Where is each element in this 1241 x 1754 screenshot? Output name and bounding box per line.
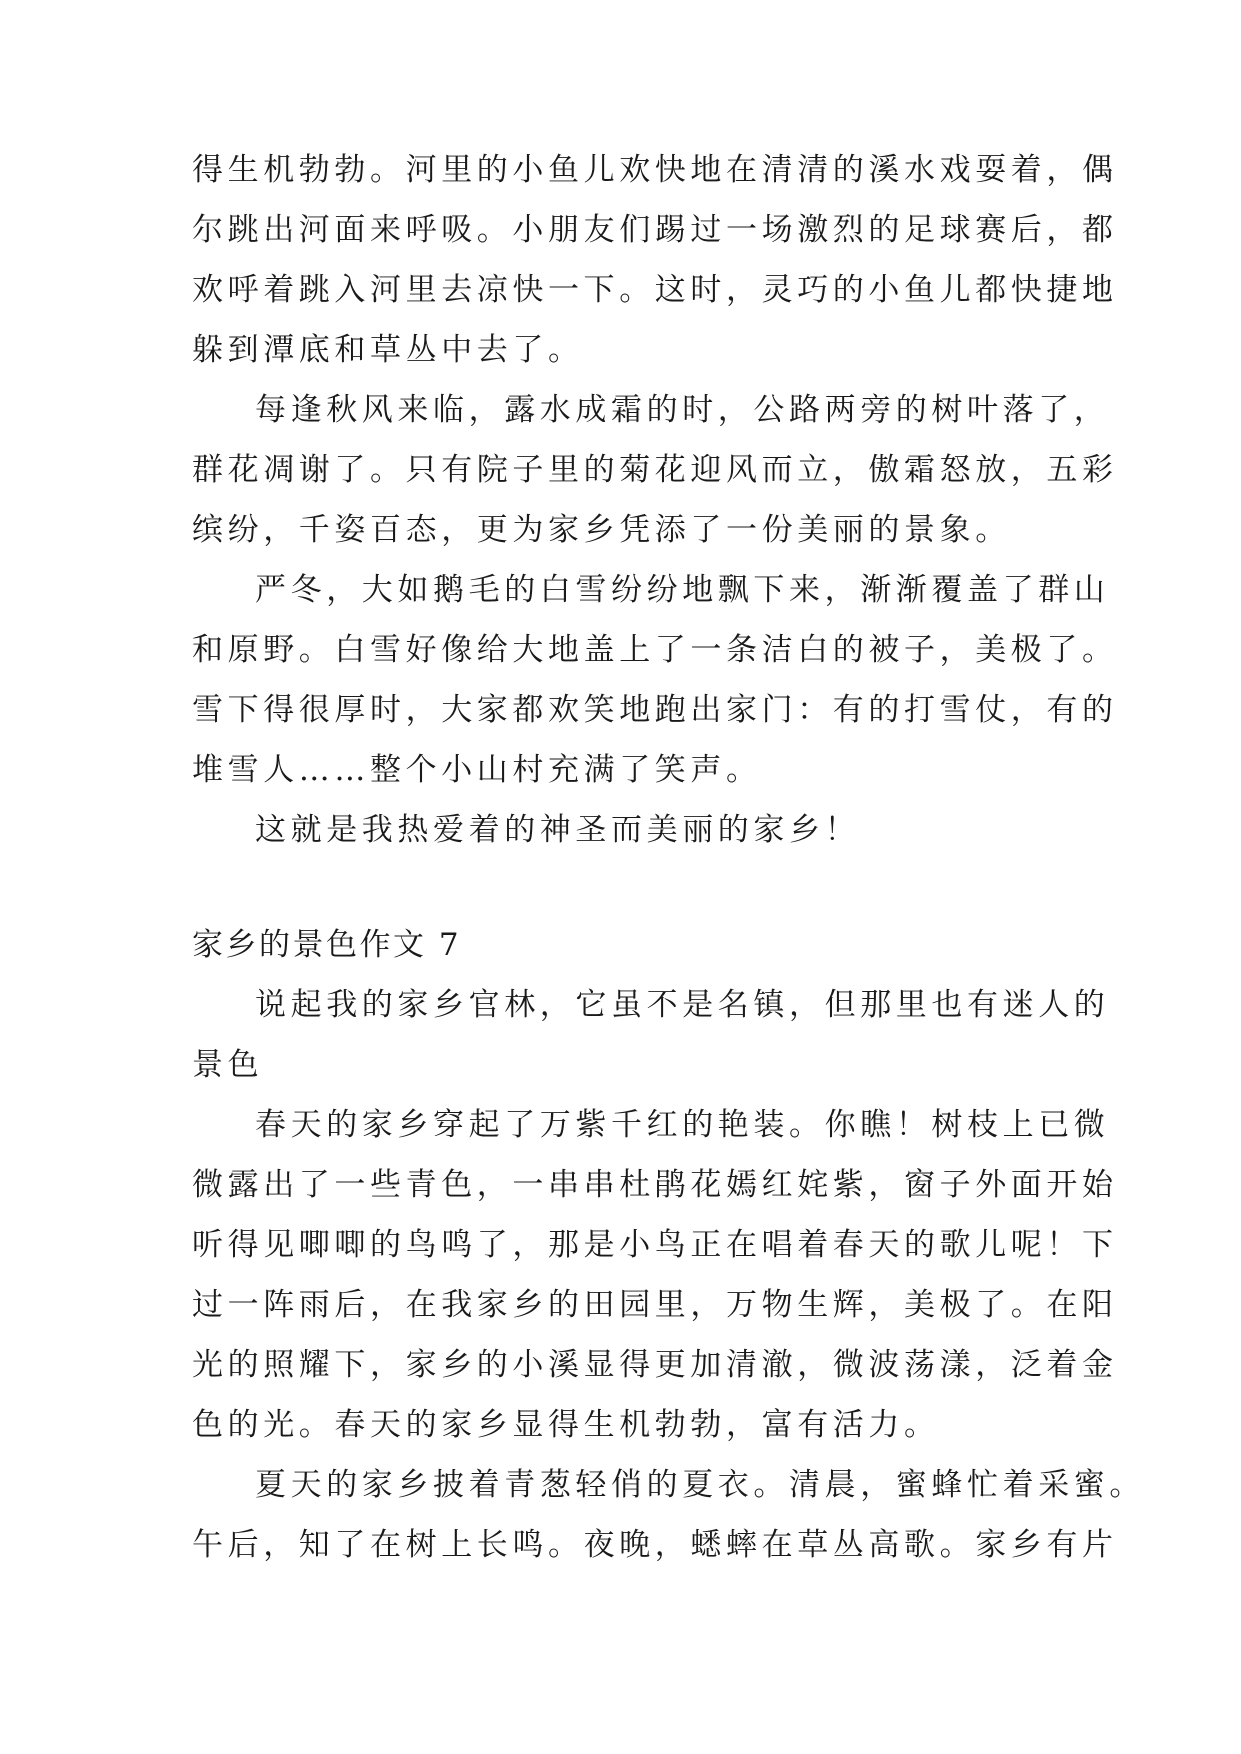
text-line: 尔跳出河面来呼吸。小朋友们踢过一场激烈的足球赛后，都 <box>192 212 1118 248</box>
text-line: 午后，知了在树上长鸣。夜晚，蟋蟀在草丛高歌。家乡有片 <box>192 1527 1118 1563</box>
text-line: 躲到潭底和草丛中去了。 <box>192 332 584 368</box>
text-line: 听得见唧唧的鸟鸣了，那是小鸟正在唱着春天的歌儿呢！下 <box>192 1227 1118 1263</box>
paragraph-first-line: 夏天的家乡披着青葱轻俏的夏衣。清晨，蜜蜂忙着采蜜。 <box>255 1467 1145 1503</box>
paragraph-first-line: 这就是我热爱着的神圣而美丽的家乡！ <box>255 812 861 848</box>
paragraph-first-line: 春天的家乡穿起了万紫千红的艳装。你瞧！树枝上已微 <box>255 1107 1110 1143</box>
text-line: 得生机勃勃。河里的小鱼儿欢快地在清清的溪水戏耍着，偶 <box>192 152 1118 188</box>
paragraph-first-line: 每逢秋风来临，露水成霜的时，公路两旁的树叶落了， <box>255 392 1110 428</box>
text-line: 群花凋谢了。只有院子里的菊花迎风而立，傲霜怒放，五彩 <box>192 452 1118 488</box>
text-line: 过一阵雨后，在我家乡的田园里，万物生辉，美极了。在阳 <box>192 1287 1118 1323</box>
text-line: 微露出了一些青色，一串串杜鹃花嫣红姹紫，窗子外面开始 <box>192 1167 1118 1203</box>
text-line: 光的照耀下，家乡的小溪显得更加清澈，微波荡漾，泛着金 <box>192 1347 1118 1383</box>
text-line: 雪下得很厚时，大家都欢笑地跑出家门：有的打雪仗，有的 <box>192 692 1118 728</box>
paragraph-first-line: 说起我的家乡官林，它虽不是名镇，但那里也有迷人的 <box>255 987 1110 1023</box>
paragraph-first-line: 严冬，大如鹅毛的白雪纷纷地飘下来，渐渐覆盖了群山 <box>255 572 1110 608</box>
section-title: 家乡的景色作文 7 <box>192 927 462 963</box>
text-line: 缤纷，千姿百态，更为家乡凭添了一份美丽的景象。 <box>192 512 1011 548</box>
text-line: 欢呼着跳入河里去凉快一下。这时，灵巧的小鱼儿都快捷地 <box>192 272 1118 308</box>
text-line: 色的光。春天的家乡显得生机勃勃，富有活力。 <box>192 1407 940 1443</box>
text-line: 景色 <box>192 1047 264 1083</box>
text-line: 和原野。白雪好像给大地盖上了一条洁白的被子，美极了。 <box>192 632 1118 668</box>
text-line: 堆雪人……整个小山村充满了笑声。 <box>192 752 762 788</box>
